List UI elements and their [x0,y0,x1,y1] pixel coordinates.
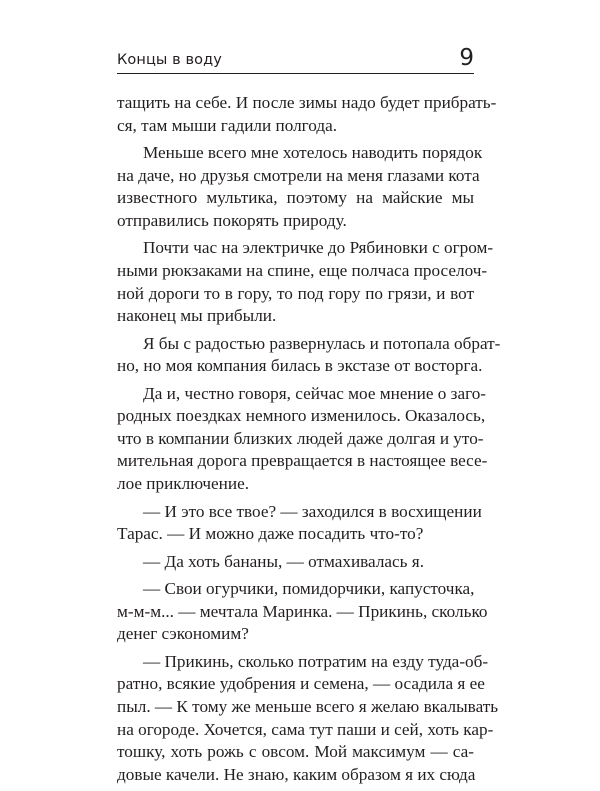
text-line: что в компании близких людей даже долгая и уто- [117,428,484,448]
text-line: на даче, но друзья смотрели на меня глазами кота [117,165,480,185]
running-header [117,40,474,74]
paragraph [117,333,501,378]
text-line: — Да хоть бананы, — отмахивалась я. [143,551,425,571]
text-line: отправились покорять природу. [117,210,347,230]
page-number: 9 [459,45,474,71]
text-line: пыл. — К тому же меньше всего я желаю вкалывать [117,696,499,716]
paragraph [117,383,488,496]
header-rule [117,73,474,74]
text-line: тошку, хоть рожь с овсом. Мой максимум — са- [117,742,474,762]
text-line: Тарас. — И можно даже посадить что-то? [117,524,424,544]
text-line: тащить на себе. И после зимы надо будет прибрать- [117,93,497,112]
text-line: ной дороги то в гору, то под гору по грязи, и вот [117,283,474,303]
paragraph [117,578,488,646]
paragraph [117,551,474,574]
text-line: м-м-м... — мечтала Маринка. — Прикинь, сколько [117,601,488,621]
text-line: но, но моя компания билась в экстазе от восторга. [117,356,483,376]
text-line: Я бы с радостью развернулась и потопала обрат- [143,333,501,353]
text-line: Почти час на электричке до Рябиновки с огром- [143,238,494,258]
text-line: наконец мы прибыли. [117,306,277,326]
text-line: ратно, всякие удобрения и семена, — осадила я ее [117,674,485,694]
paragraph [117,142,483,232]
text-line: на огороде. Хочется, сама тут паши и сей, хоть кар- [117,719,494,739]
text-line: Меньше всего мне хотелось наводить порядок [143,143,483,163]
text-line: Да и, честно говоря, сейчас мое мнение о заго- [143,383,487,403]
text-line: — И это все твое? — заходился в восхищении [143,501,482,521]
paragraph [117,651,499,787]
text-line: довые качели. Не знаю, каким образом я их сюда [117,764,476,784]
text-line: — Свои огурчики, помидорчики, капусточка, [143,579,475,599]
text-line: родных поездках немного изменилось. Оказалось, [117,406,486,426]
text-line: — Прикинь, сколько потратим на езду туда-об- [143,651,489,671]
text-line: денег сэкономим? [117,624,249,644]
text-line: ными рюкзаками на спине, еще полчаса проселоч- [117,260,488,280]
paragraph [117,237,494,327]
text-line: известного мультика, поэтому на майские мы [117,188,474,208]
paragraph [117,92,497,137]
paragraph [117,501,482,546]
text-line: лое приключение. [117,474,250,494]
text-line: ся, там мыши гадили полгода. [117,115,338,135]
text-line: мительная дорога превращается в настоящее весе- [117,451,488,471]
running-title: Концы в воду [117,52,222,68]
body-text [117,92,501,791]
